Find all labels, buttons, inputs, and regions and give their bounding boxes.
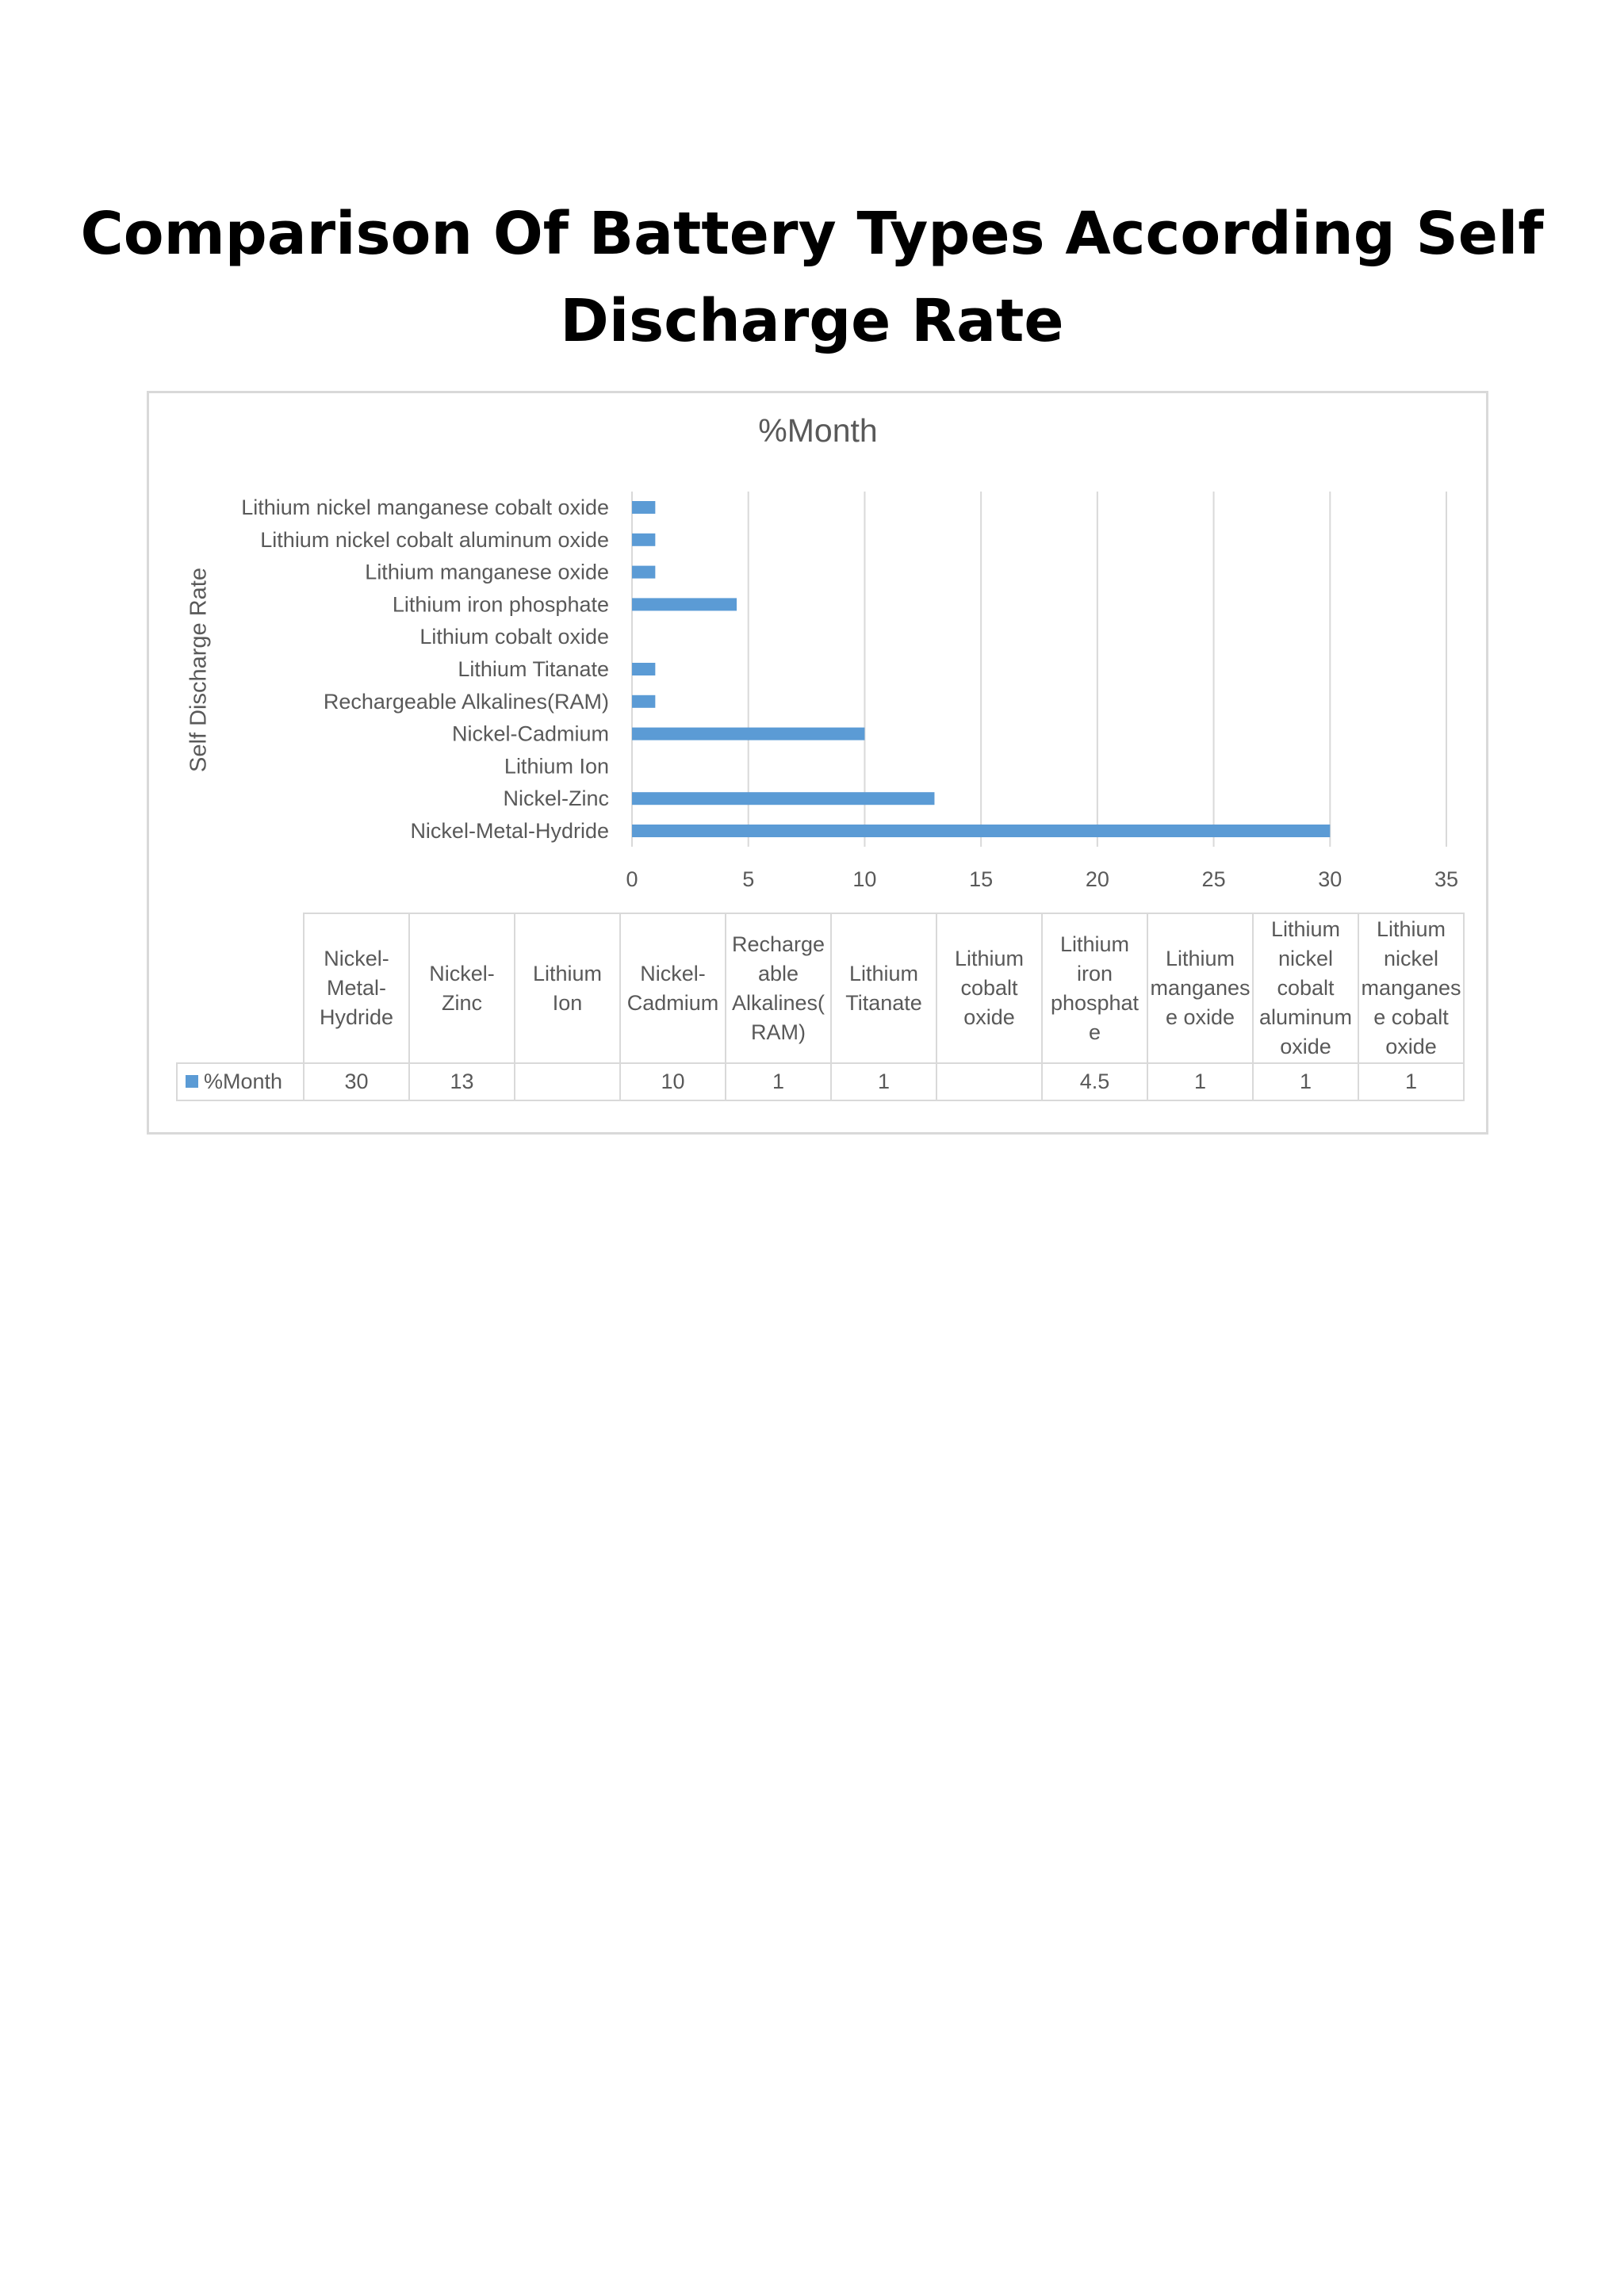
x-tick-label: 0 xyxy=(626,867,638,891)
category-label: Lithium manganese oxide xyxy=(365,560,609,584)
data-table-header-cell: Lithium cobalt oxide xyxy=(936,913,1042,1063)
x-tick-label: 10 xyxy=(852,867,877,891)
legend-key xyxy=(186,1075,198,1088)
data-table-value-cell: 30 xyxy=(304,1063,409,1100)
data-table-series-label: %Month xyxy=(204,1070,283,1093)
data-table-value-cell: 1 xyxy=(831,1063,936,1100)
data-table-value-cell xyxy=(515,1063,620,1100)
data-table-value-cell: 13 xyxy=(409,1063,515,1100)
data-table-header-cell: Lithium manganes e oxide xyxy=(1147,913,1253,1063)
x-tick-label: 15 xyxy=(969,867,994,891)
category-label: Lithium Ion xyxy=(504,754,609,779)
data-table-value-cell: 1 xyxy=(1253,1063,1358,1100)
data-table-header-cell: Recharge able Alkalines( RAM) xyxy=(726,913,831,1063)
bar xyxy=(632,695,655,708)
data-table-header-cell: Lithium Titanate xyxy=(831,913,936,1063)
data-table-value-cell: 1 xyxy=(726,1063,831,1100)
category-labels xyxy=(241,496,609,843)
data-table-value-cell: 4.5 xyxy=(1042,1063,1147,1100)
data-table-value-cell xyxy=(936,1063,1042,1100)
bar xyxy=(632,663,655,675)
chart-title: %Month xyxy=(758,412,878,449)
bar xyxy=(632,566,655,579)
category-label: Nickel-Zinc xyxy=(503,786,609,811)
data-table-header-cell: Lithium nickel cobalt aluminum oxide xyxy=(1253,913,1358,1063)
data-table-header-cell: Lithium iron phosphat e xyxy=(1042,913,1147,1063)
data-table-series-cell xyxy=(177,1063,304,1100)
data-table-header-cell: Nickel- Zinc xyxy=(409,913,515,1063)
y-axis-label: Self Discharge Rate xyxy=(186,568,212,772)
category-label: Lithium iron phosphate xyxy=(392,592,609,617)
data-table-value-cell: 1 xyxy=(1358,1063,1464,1100)
category-label: Nickel-Metal-Hydride xyxy=(410,819,609,843)
data-table-header-cell: Nickel- Cadmium xyxy=(620,913,726,1063)
x-tick-label: 35 xyxy=(1434,867,1459,891)
category-label: Nickel-Cadmium xyxy=(451,721,609,746)
bar xyxy=(632,728,864,740)
x-tick-label: 25 xyxy=(1201,867,1226,891)
data-table-value-cell: 10 xyxy=(620,1063,726,1100)
x-tick-label: 30 xyxy=(1318,867,1342,891)
category-label: Lithium nickel cobalt aluminum oxide xyxy=(260,527,609,552)
bar xyxy=(632,598,737,610)
bar xyxy=(632,825,1330,837)
document-title-line-2: Discharge Rate xyxy=(560,287,1064,355)
data-table-corner xyxy=(177,913,304,1063)
data-table-header-cell: Lithium nickel manganes e cobalt oxide xyxy=(1358,913,1464,1063)
data-table-value-row xyxy=(177,1063,1464,1100)
category-label: Lithium cobalt oxide xyxy=(419,625,609,649)
data-table-header-cell: Nickel- Metal- Hydride xyxy=(304,913,409,1063)
data-table-header-cell: Lithium Ion xyxy=(515,913,620,1063)
bar xyxy=(632,792,934,805)
x-tick-label: 5 xyxy=(742,867,755,891)
chart-data-table xyxy=(176,913,1465,1101)
category-label: Lithium nickel manganese cobalt oxide xyxy=(241,496,609,519)
document-title-line-1: Comparison Of Battery Types According Self xyxy=(80,200,1544,268)
bar xyxy=(632,501,655,514)
category-label: Rechargeable Alkalines(RAM) xyxy=(323,689,609,714)
data-table-header-row xyxy=(177,913,1464,1063)
x-tick-label: 20 xyxy=(1085,867,1109,891)
bar xyxy=(632,534,655,546)
category-label: Lithium Titanate xyxy=(458,657,609,681)
x-tick-labels xyxy=(626,867,1458,891)
data-table-value-cell: 1 xyxy=(1147,1063,1253,1100)
